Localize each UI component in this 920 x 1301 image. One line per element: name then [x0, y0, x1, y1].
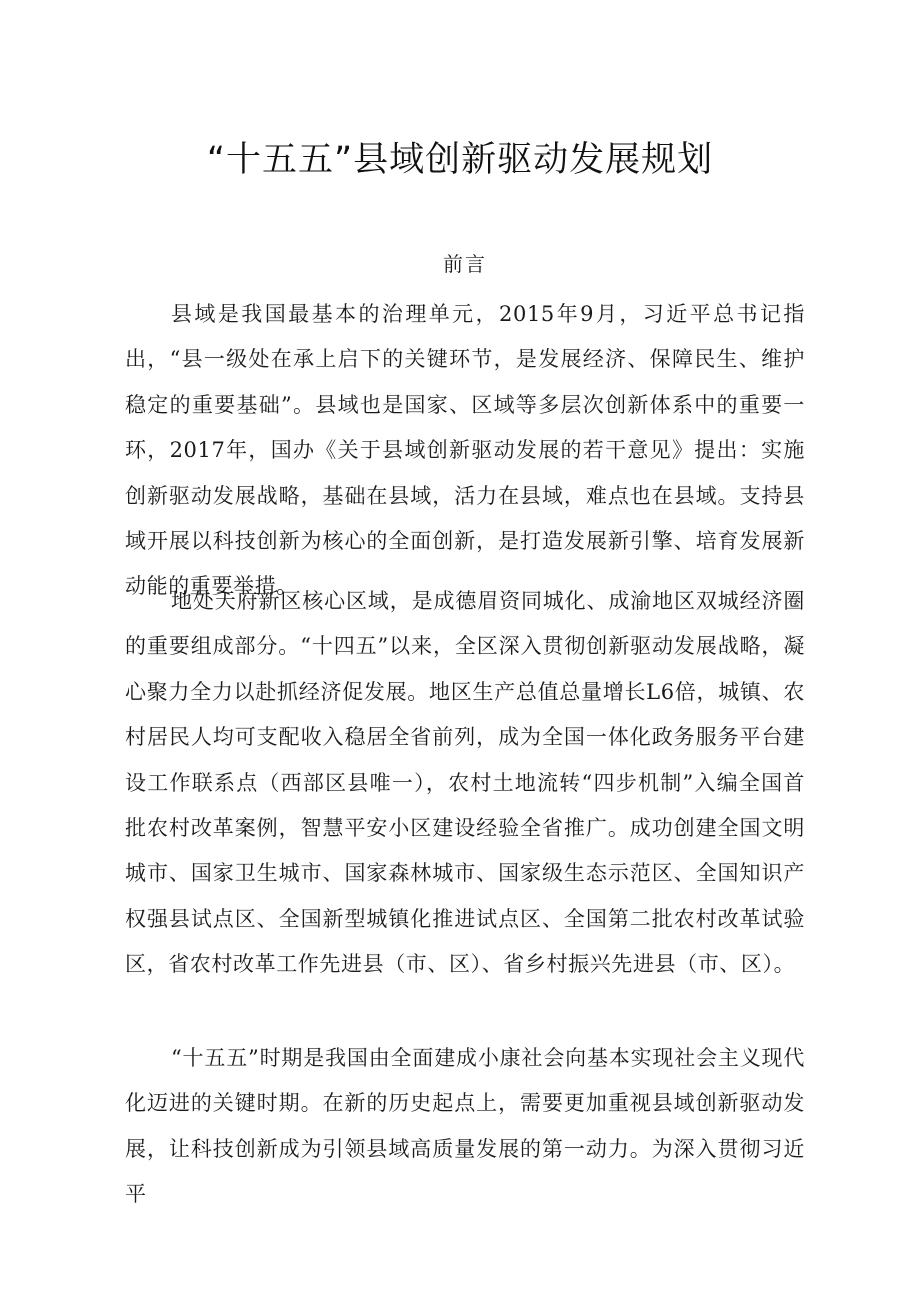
paragraph-3: “十五五”时期是我国由全面建成小康社会向基本实现社会主义现代化迈进的关键时期。在新的历史起点上，需要更加重视县域创新驱动发展，让科技创新成为引领县域高质量发展的第一动力。为深入贯彻习近平 — [125, 1046, 805, 1207]
section-heading-preface: 前言 — [443, 252, 487, 276]
paragraph-2: 地处天府新区核心区域，是成德眉资同城化、成渝地区双城经济圈的重要组成部分。“十四五”以来，全区深入贯彻创新驱动发展战略，凝心聚力全力以赴抓经济促发展。地区生产总值总量增长L6倍，城镇、农村居民人均可支配收入稳居全省前列，成为全国一体化政务服务平台建设工作联系点（西部区县唯一），农村土地流转“四步机制”入编全国首批农村改革案例，智慧平安小区建设经验全省推广。成功创建全国文明城市、国家卫生城市、国家森林城市、国家级生态示范区、全国知识产权强县试点区、全国新型城镇化推进试点区、全国第二批农村改革试验区，省农村改革工作先进县（市、区）、省乡村振兴先进县（市、区）。 — [125, 589, 805, 977]
document-title: “十五五”县域创新驱动发展规划 — [206, 140, 714, 180]
paragraph-1: 县域是我国最基本的治理单元，2015年9月，习近平总书记指出，“县一级处在承上启下的关键环节，是发展经济、保障民生、维护稳定的重要基础”。县域也是国家、区域等多层次创新体系中的重要一环，2017年，国办《关于县域创新驱动发展的若干意见》提出：实施创新驱动发展战略，基础在县域，活力在县域，难点也在县域。支持县域开展以科技创新为核心的全面创新，是打造发展新引擎、培育发展新动能的重要举措。 — [125, 302, 805, 599]
